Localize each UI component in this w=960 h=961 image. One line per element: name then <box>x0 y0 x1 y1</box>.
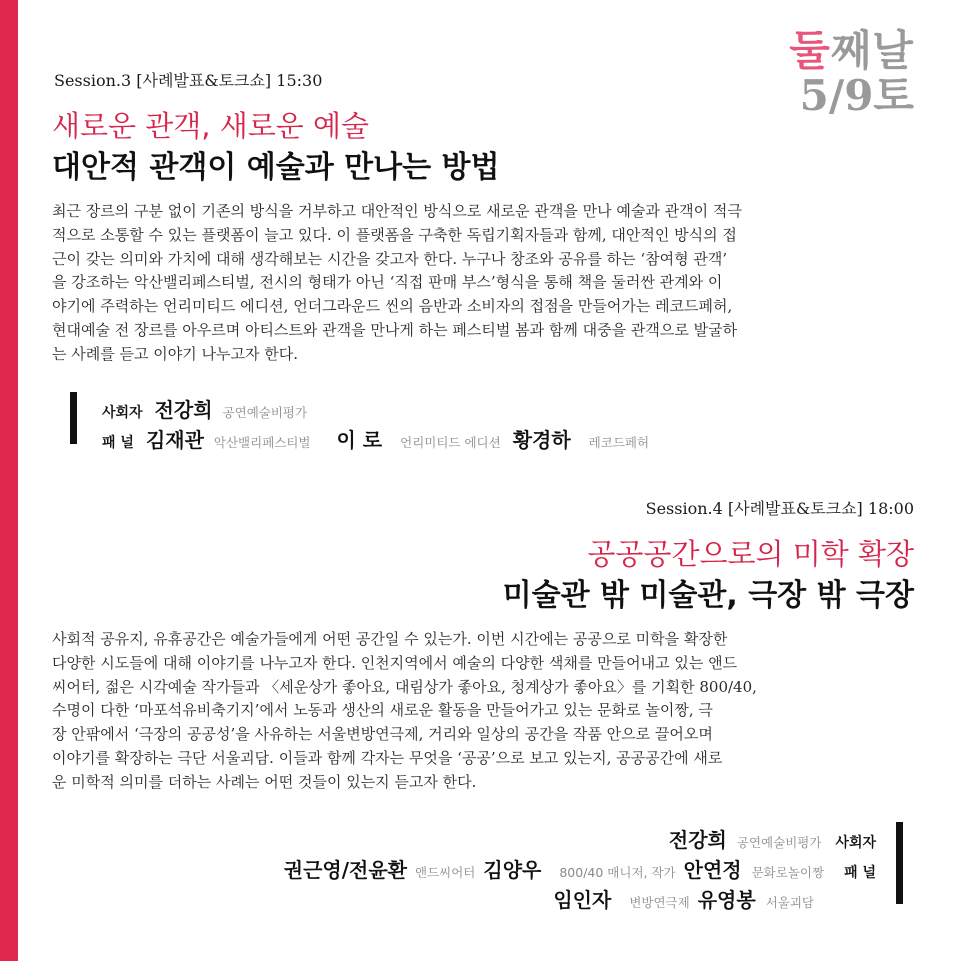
body-line: 이야기를 확장하는 극단 서울괴담. 이들과 함께 각자는 무엇을 ‘공공’으로 보고 있는지, 공공공간에 새로 <box>52 748 723 767</box>
panel-role: 패 널 <box>102 435 134 451</box>
panelist-affiliation: 레코드페허 <box>588 435 650 450</box>
body-line: 씨어터, 젊은 시각예술 작가들과 〈세운상가 좋아요, 대림상가 좋아요, 청계상가 좋아요〉를 기획한 800/40, <box>52 677 757 696</box>
moderator-role: 사회자 <box>835 835 876 851</box>
panelist-affiliation: 앤드씨어터 <box>415 865 476 880</box>
session4-title-red: 공공공간으로의 미학 확장 <box>587 537 914 571</box>
session3-label: Session.3 [사례발표&토크쇼] 15:30 <box>54 71 323 90</box>
day-ordinal-highlight: 둘 <box>789 26 831 75</box>
panelist-affiliation: 언리미티드 에디션 <box>400 435 501 450</box>
panelist-name: 임인자 <box>553 888 612 912</box>
session3-body <box>52 200 914 367</box>
panelist-affiliation: 문화로놀이짱 <box>751 865 825 880</box>
body-line: 현대예술 전 장르를 아우르며 아티스트와 관객을 만나게 하는 페스티벌 봄과 함께 대중을 관객으로 발굴하 <box>52 320 738 339</box>
panelist-name: 이 로 <box>336 428 383 452</box>
session3-moderator <box>102 394 307 423</box>
body-line: 사회적 공유지, 유휴공간은 예술가들에게 어떤 공간일 수 있는가. 이번 시간에는 공공으로 미학을 확장한 <box>52 630 728 648</box>
session4-moderator <box>669 824 876 853</box>
moderator-affiliation: 공연예술비평가 <box>222 405 308 420</box>
moderator-affiliation: 공연예술비평가 <box>736 835 822 850</box>
body-line: 수명이 다한 ‘마포석유비축기지’에서 노동과 생산의 새로운 활동을 만들어가고 있는 문화로 놀이짱, 극 <box>52 701 713 720</box>
session4-panel-row1 <box>284 854 876 883</box>
moderator-name: 전강희 <box>154 398 213 422</box>
day-badge <box>789 28 914 119</box>
session4-label: Session.4 [사례발표&토크쇼] 18:00 <box>645 499 914 518</box>
body-line: 다양한 시도들에 대해 이야기를 나누고자 한다. 인천지역에서 예술의 다양한 색채를 만들어내고 있는 앤드 <box>52 653 738 672</box>
panelist-affiliation: 변방연극제 <box>629 895 690 910</box>
day-ordinal <box>789 28 914 73</box>
day-date: 5/9토 <box>799 71 914 121</box>
session4-title-black: 미술관 밖 미술관, 극장 밖 극장 <box>502 578 914 613</box>
body-line: 적으로 소통할 수 있는 플랫폼이 늘고 있다. 이 플랫폼을 구축한 독립기획자들과 함께, 대안적인 방식의 접 <box>52 225 737 244</box>
panelist-name: 황경하 <box>512 428 571 452</box>
moderator-name: 전강희 <box>668 828 727 852</box>
session3-title-red: 새로운 관객, 새로운 예술 <box>52 109 370 143</box>
panelist-name: 김양우 <box>483 858 542 882</box>
body-line: 운 미학적 의미를 더하는 사례는 어떤 것들이 있는지 듣고자 한다. <box>52 772 477 791</box>
body-line: 장 안팎에서 ‘극장의 공공성’을 사유하는 서울변방연극제, 거리와 일상의 공간을 작품 안으로 끌어오며 <box>52 725 713 744</box>
body-line: 는 사례를 듣고 이야기 나누고자 한다. <box>52 344 298 363</box>
panel-role: 패 널 <box>844 865 876 881</box>
panelist-affiliation: 서울괴담 <box>765 895 814 910</box>
panelist-affiliation: 800/40 매니저, 작가 <box>559 865 676 880</box>
session4-body <box>52 628 914 795</box>
body-line: 을 강조하는 악산밸리페스티벌, 전시의 형태가 아닌 ‘직접 판매 부스’형식을 통해 책을 둘러싼 관계와 이 <box>52 273 723 292</box>
session4-panel-row2 <box>553 884 814 913</box>
moderator-role: 사회자 <box>102 405 143 421</box>
panelist-name: 유영봉 <box>697 888 756 912</box>
panelist-affiliation: 악산밸리페스티벌 <box>213 435 311 450</box>
body-line: 근이 갖는 의미와 가치에 대해 생각해보는 시간을 갖고자 한다. 누구나 창조와 공유를 하는 ‘참여형 관객’ <box>52 249 728 268</box>
day-ordinal-rest: 째날 <box>830 26 914 75</box>
session3-panel <box>102 424 649 453</box>
panelist-name: 권근영/전윤환 <box>283 858 407 882</box>
body-line: 야기에 주력하는 언리미티드 에디션, 언더그라운드 씬의 음반과 소비자의 접점을 만들어가는 레코드페허, <box>52 297 733 316</box>
body-line: 최근 장르의 구분 없이 기존의 방식을 거부하고 대안적인 방식으로 새로운 관객을 만나 예술과 관객이 적극 <box>52 202 742 220</box>
session4-credits-bar <box>896 822 903 904</box>
panelist-name: 김재관 <box>145 428 204 452</box>
session3-title-black: 대안적 관객이 예술과 만나는 방법 <box>52 150 500 185</box>
panelist-name: 안연정 <box>683 858 742 882</box>
left-accent-bar <box>0 0 18 961</box>
session3-credits-bar <box>70 392 77 444</box>
